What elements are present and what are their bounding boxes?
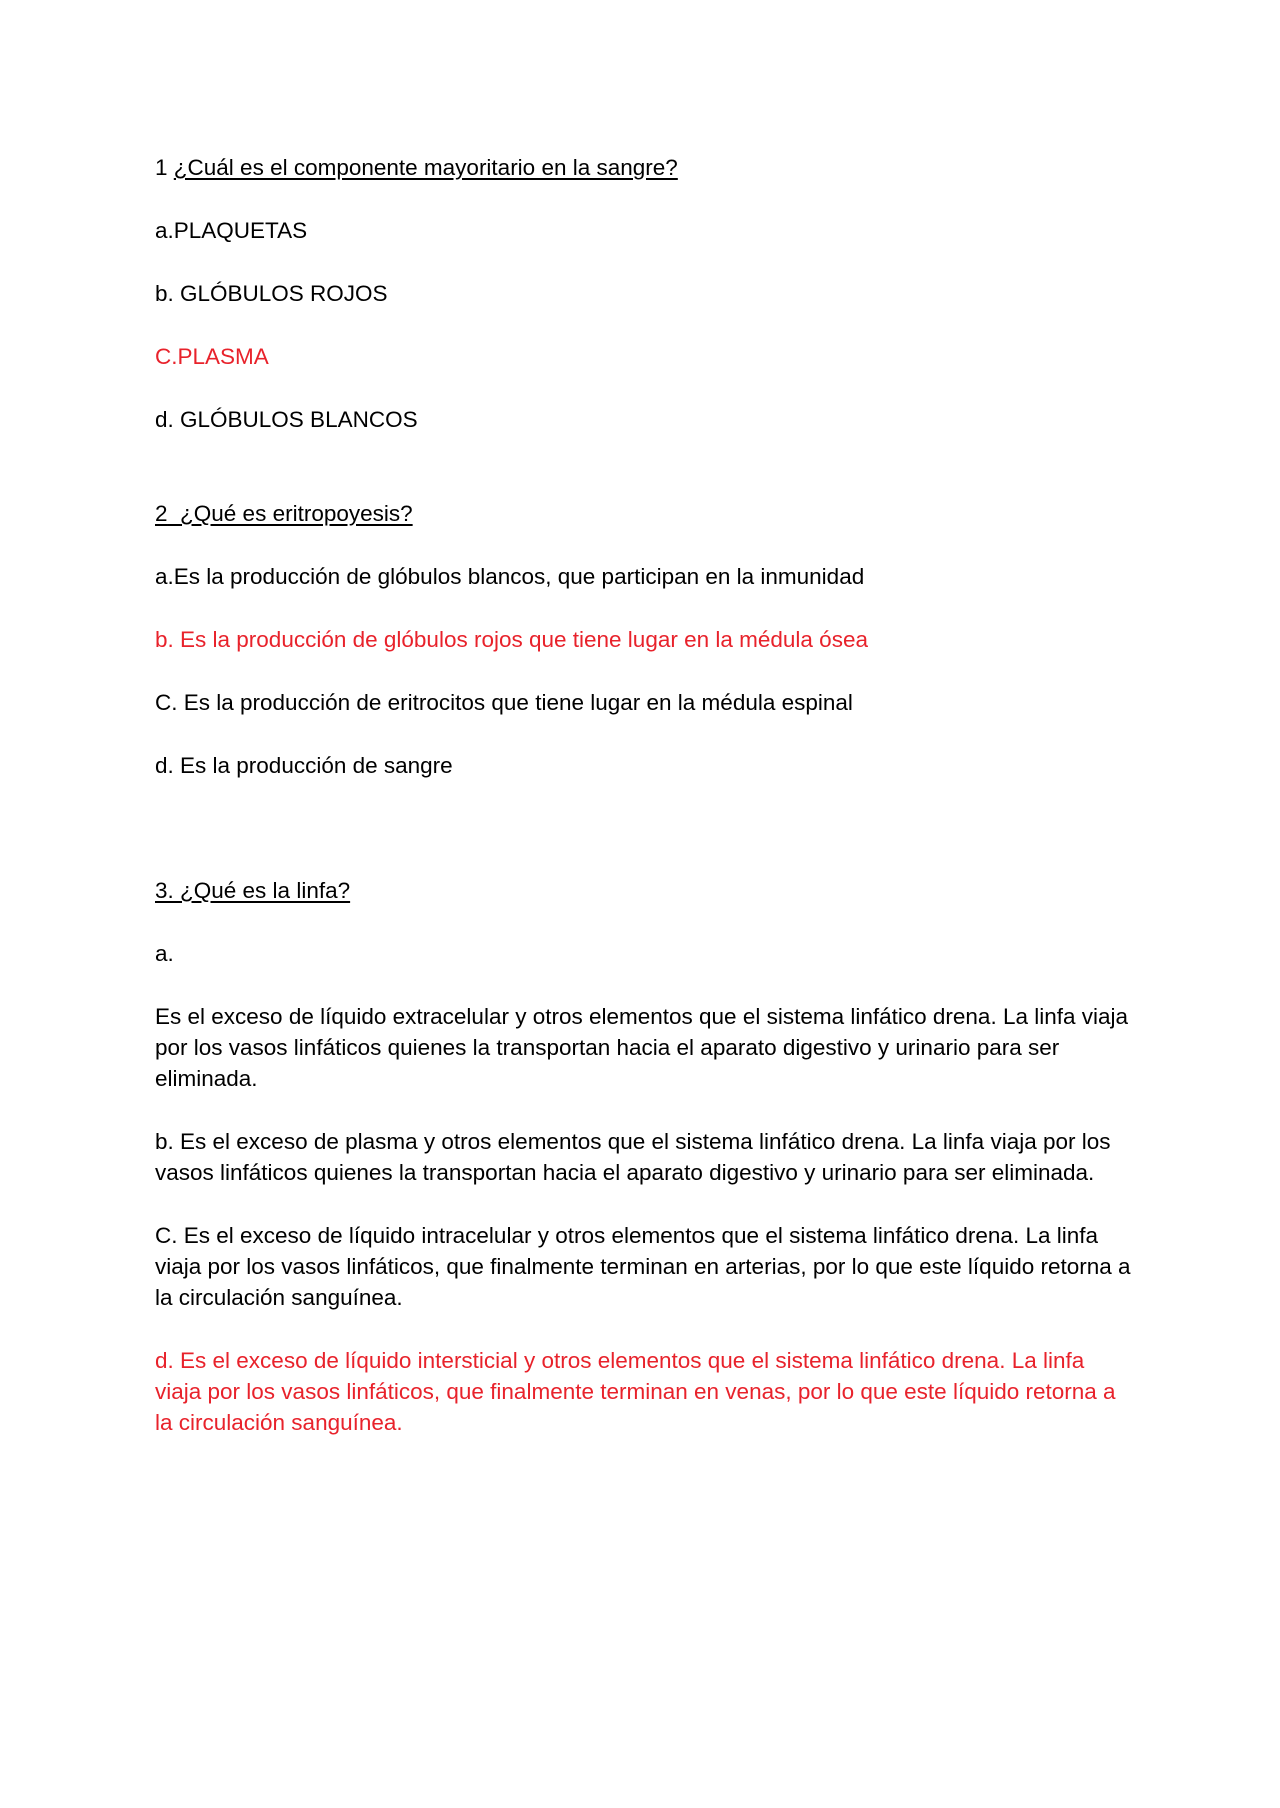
question-2-text: ¿Qué es eritropoyesis?	[180, 501, 413, 526]
q2-option-d: d. Es la producción de sangre	[155, 753, 453, 778]
q2-option-b-correct: b. Es la producción de glóbulos rojos que tiene lugar en la médula ósea	[155, 627, 868, 652]
q3-option-b: b. Es el exceso de plasma y otros elementos que el sistema linfático drena. La linfa viaja por los vasos linfáticos quienes la transportan hacia el aparato digestivo y urinario para ser eliminada.	[155, 1129, 1111, 1185]
q2-option-c: C. Es la producción de eritrocitos que tiene lugar en la médula espinal	[155, 690, 853, 715]
q1-option-c-correct: C.PLASMA	[155, 344, 269, 369]
q3-option-d-correct: d. Es el exceso de líquido intersticial y otros elementos que el sistema linfático drena. La linfa viaja por los vasos linfáticos, que finalmente terminan en venas, por lo que este líquido retorna a la circulación sanguínea.	[155, 1348, 1116, 1435]
question-2-text-wrap	[155, 501, 413, 526]
question-1	[155, 152, 1135, 183]
q2-option-a: a.Es la producción de glóbulos blancos, que participan en la inmunidad	[155, 564, 865, 589]
question-1-number: 1	[155, 155, 168, 180]
q3-option-a-label: a.	[155, 941, 174, 966]
question-2	[155, 498, 1135, 529]
question-2-number: 2	[155, 501, 168, 526]
q3-option-c: C. Es el exceso de líquido intracelular y otros elementos que el sistema linfático drena. La linfa viaja por los vasos linfáticos, que finalmente terminan en arterias, por lo que este líquido retorna a la circulación sanguínea.	[155, 1223, 1131, 1310]
document-body	[155, 152, 1135, 1438]
question-1-text: ¿Cuál es el componente mayoritario en la sangre?	[173, 155, 678, 180]
q3-option-a: Es el exceso de líquido extracelular y otros elementos que el sistema linfático drena. La linfa viaja por los vasos linfáticos quienes la transportan hacia el aparato digestivo y urinario para ser eliminada.	[155, 1004, 1129, 1091]
q1-option-d: d. GLÓBULOS BLANCOS	[155, 407, 418, 432]
q1-option-a: a.PLAQUETAS	[155, 218, 308, 243]
question-3-text: 3. ¿Qué es la linfa?	[155, 878, 351, 903]
q1-option-b: b. GLÓBULOS ROJOS	[155, 281, 388, 306]
question-3	[155, 875, 1135, 906]
